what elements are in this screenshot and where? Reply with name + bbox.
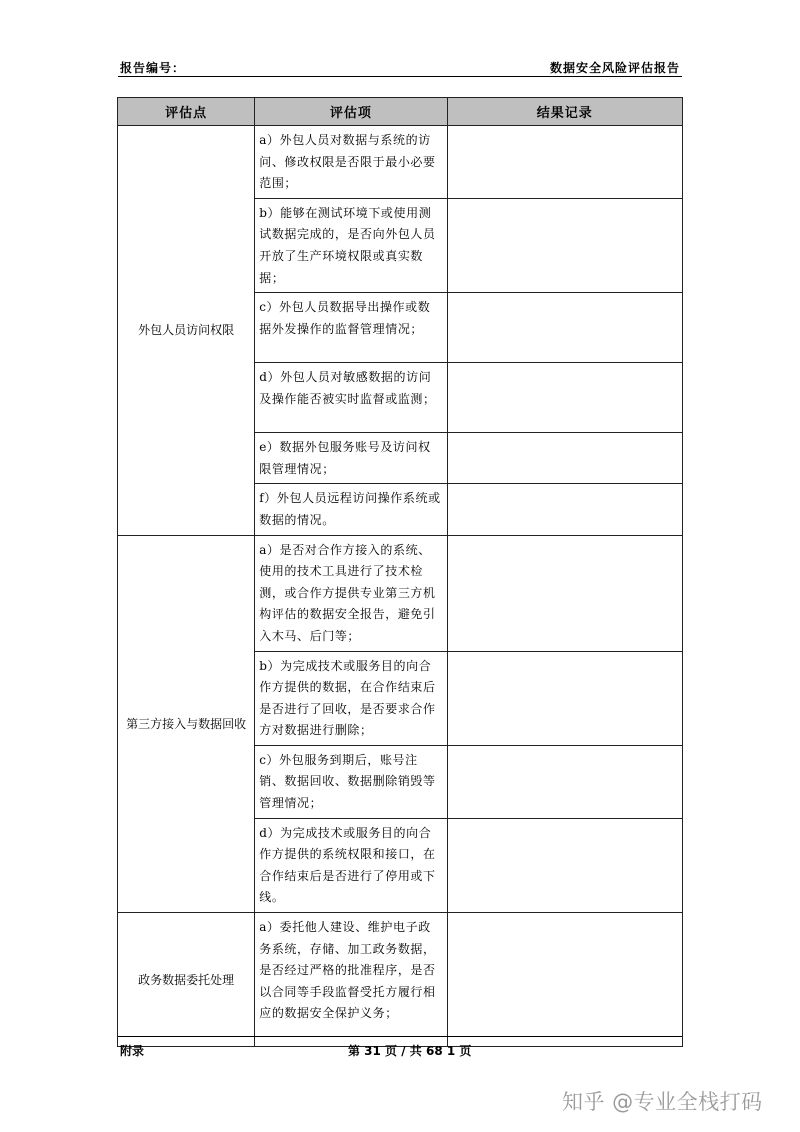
evaluation-item-cell: e）数据外包服务账号及访问权限管理情况； — [255, 433, 447, 484]
column-header-item: 评估项 — [255, 98, 447, 126]
evaluation-point-cell: 外包人员访问权限 — [118, 126, 255, 536]
appendix-label: 附录 — [120, 1044, 145, 1058]
evaluation-item-cell: d）外包人员对敏感数据的访问及操作能否被实时监督或监测； — [255, 363, 447, 433]
column-header-point: 评估点 — [118, 98, 255, 126]
evaluation-item-cell: a）委托他人建设、维护电子政务系统，存储、加工政务数据，是否经过严格的批准程序，是否以合同等手段监督受托方履行相应的数据安全保护义务； — [255, 913, 447, 1047]
evaluation-table — [117, 97, 683, 1047]
watermark: 知乎 @专业全栈打码 — [562, 1090, 763, 1114]
result-cell[interactable] — [447, 126, 682, 199]
table-row — [118, 535, 683, 651]
result-cell[interactable] — [447, 484, 682, 535]
evaluation-point-cell: 政务数据委托处理 — [118, 913, 255, 1047]
result-cell[interactable] — [447, 433, 682, 484]
report-title: 数据安全风险评估报告 — [549, 61, 680, 75]
table-header-row — [118, 98, 683, 126]
evaluation-item-cell: f）外包人员远程访问操作系统或数据的情况。 — [255, 484, 447, 535]
column-header-result: 结果记录 — [447, 98, 682, 126]
table-row — [118, 126, 683, 199]
page-footer — [118, 1036, 682, 1057]
evaluation-item-cell: b）能够在测试环境下或使用测试数据完成的，是否向外包人员开放了生产环境权限或真实数据； — [255, 198, 447, 292]
result-cell[interactable] — [447, 535, 682, 651]
evaluation-item-cell: b）为完成技术或服务目的向合作方提供的数据，在合作结束后是否进行了回收，是否要求合作方对数据进行删除； — [255, 651, 447, 745]
result-cell[interactable] — [447, 363, 682, 433]
result-cell[interactable] — [447, 745, 682, 818]
result-cell[interactable] — [447, 913, 682, 1047]
result-cell[interactable] — [447, 198, 682, 292]
result-cell[interactable] — [447, 293, 682, 363]
evaluation-item-cell: c）外包人员数据导出操作或数据外发操作的监督管理情况； — [255, 293, 447, 363]
page-number: 第 31 页 / 共 68 1 页 — [348, 1044, 472, 1058]
page-header — [118, 58, 682, 77]
table-row — [118, 913, 683, 1047]
result-cell[interactable] — [447, 651, 682, 745]
evaluation-item-cell: a）外包人员对数据与系统的访问、修改权限是否限于最小必要范围； — [255, 126, 447, 199]
evaluation-item-cell: a）是否对合作方接入的系统、使用的技术工具进行了技术检测，或合作方提供专业第三方机构评估的数据安全报告，避免引入木马、后门等； — [255, 535, 447, 651]
evaluation-point-cell: 第三方接入与数据回收 — [118, 535, 255, 913]
evaluation-item-cell: d）为完成技术或服务目的向合作方提供的系统权限和接口，在合作结束后是否进行了停用或下线。 — [255, 818, 447, 912]
report-number-label: 报告编号： — [120, 61, 186, 75]
evaluation-item-cell: c）外包服务到期后，账号注销、数据回收、数据删除销毁等管理情况； — [255, 745, 447, 818]
result-cell[interactable] — [447, 818, 682, 912]
